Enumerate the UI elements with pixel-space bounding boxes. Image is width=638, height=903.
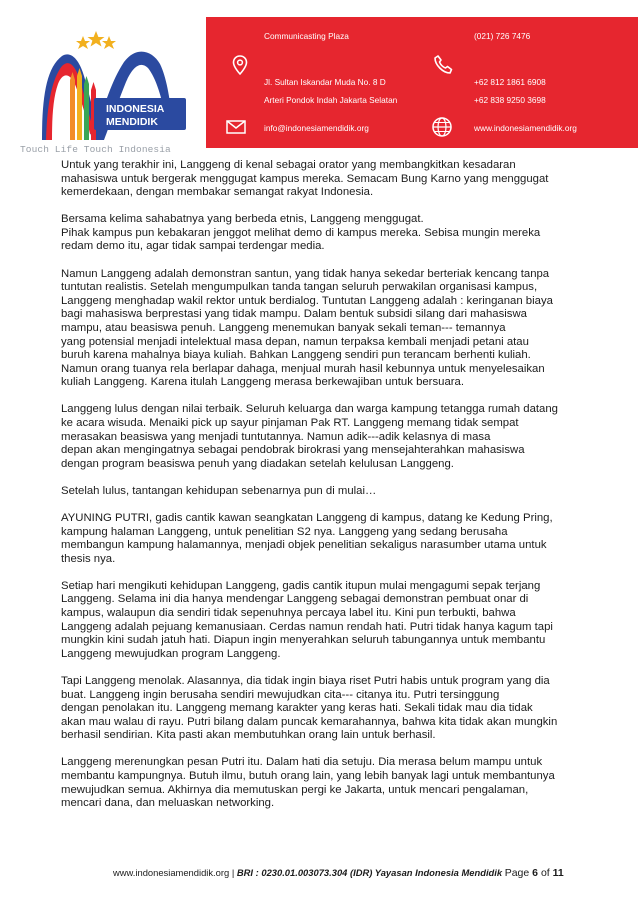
location-pin-icon [228, 53, 252, 77]
footer-bank-account: BRI : 0230.01.003073.304 (IDR) Yayasan Indonesia Mendidik [236, 867, 503, 878]
address-line-2: Jl. Sultan Iskandar Muda No. 8 D [264, 77, 386, 87]
paragraph: Bersama kelima sahabatnya yang berbeda etnis, Langgeng menggugat. Pihak kampus pun kebakaran jenggot melihat demo di kampus mereka. Sebisa mungin mereka redam demo itu, agar tidak sampai terdengar media. [61, 213, 541, 253]
tagline: Touch Life Touch Indonesia [20, 144, 171, 155]
page-of: of [540, 867, 550, 879]
website-link[interactable]: www.indonesiamendidik.org [474, 123, 577, 133]
logo-text-indonesia: INDONESIA [106, 103, 165, 115]
address-line-1: Communicasting Plaza [264, 31, 349, 41]
footer-separator: | [229, 867, 237, 878]
paragraph: Setelah lulus, tantangan kehidupan sebenarnya pun di mulai… [61, 484, 377, 497]
phone-number-2: +62 812 1861 6908 [474, 77, 546, 87]
phone-icon [431, 53, 455, 77]
logo-text-mendidik: MENDIDIK [106, 116, 158, 128]
paragraph: Namun Langgeng adalah demonstran santun, yang tidak hanya sekedar berteriak kencang tanpa tuntutan realistis. Setelah mengumpulkan tanda tangan seluruh perwakilan organisasi kampus, Langgeng menghadap wakil rektor untuk berdialog. Tuntutan Langgeng adalah : keringanan biaya bagi mahasiswa berprestasi yang tidak mampu. Dalam bentuk subsidi silang dari mahasiswa mampu, atau beasiswa penuh. Langgeng menemukan banyak sekali teman--- temannya yang potensial menjadi intelektual masa depan, namun terpaksa kembali menjadi petani atau buruh karena mahalnya biaya kuliah. Bahkan Langgeng sendiri pun terancam berhenti kuliah. Namun orang tuanya rela berlapar dahaga, menjual murah hasil kebunnya untuk menyelesaikan kuliah Langgeng. Karena itulah Langgeng merasa berkewajiban untuk bersuara. [61, 267, 553, 389]
document-body [61, 159, 583, 824]
indonesia-mendidik-logo [20, 28, 200, 150]
contact-header-bar [206, 17, 638, 148]
page-current: 6 [532, 867, 539, 879]
paragraph: Langgeng lulus dengan nilai terbaik. Seluruh keluarga dan warga kampung tetangga rumah datang ke acara wisuda. Menaiki pick up sayur pinjaman Pak RT. Langgeng memang tidak sempat merasakan beasiswa yang menjadi tuntutannya. Namun adik---adik kelasnya di masa depan akan mengingatnya sebagai pendobrak birokrasi yang mensejahterahkan mahasiswa dengan program beasiswa penuh yang diadakan setelah kelulusan Langgeng. [61, 403, 558, 470]
star-icon [88, 31, 105, 47]
email-address[interactable]: info@indonesiamendidik.org [264, 123, 369, 133]
page-word: Page [504, 867, 530, 879]
paragraph: Tapi Langgeng menolak. Alasannya, dia tidak ingin biaya riset Putri habis untuk program yang dia buat. Langgeng ingin berusaha sendiri mewujudkan cita--- citanya itu. Putri tersinggung dengan penolakan itu. Langgeng memang karakter yang keras hati. Sekali tidak mau dia tidak akan mau walau di rayu. Putri bilang dalam puncak kemarahannya, bahwa kita tidak akan mungkin berhasil sendirian. Kita pasti akan membutuhkan orang lain untuk berhasil. [61, 674, 558, 742]
phone-number-3: +62 838 9250 3698 [474, 95, 546, 105]
paragraph: Langgeng merenungkan pesan Putri itu. Dalam hati dia setuju. Dia merasa belum mampu untuk membantu kampungnya. Butuh ilmu, butuh orang lain, yang lebih banyak lagi untuk membantunya mewujudkan semua. Akhirnya dia memutuskan pergi ke Jakarta, untuk mencari pengalaman, mencari dana, dan meluaskan networking. [61, 756, 555, 810]
paragraph: AYUNING PUTRI, gadis cantik kawan seangkatan Langgeng di kampus, datang ke Kedung Pring, kampung halaman Langgeng, untuk penelitian S2 nya. Langgeng yang sedang berusaha membangun kampung halamannya, menjadi objek penelitian sekaligus narasumber utama untuk thesis nya. [61, 511, 553, 565]
globe-icon [430, 115, 454, 139]
page-number [505, 867, 564, 879]
mail-icon [224, 115, 248, 139]
paragraph: Setiap hari mengikuti kehidupan Langgeng, gadis cantik itupun mulai mengagumi sepak terjang Langgeng. Selama ini dia hanya mendengar Langgeng sebagai demonstran pembuat onar di kampus, walaupun dia sendiri tidak sepenuhnya percaya label itu. Kini pun terbukti, bahwa Langgeng adalah pejuang kemanusiaan. Cerdas namun rendah hati. Putri tidak hanya kagum tapi mungkin kini sudah jatuh hati. Diapun ingin menyerahkan seluruh tabungannya untuk membantu Langgeng mewujudkan program Langgeng. [61, 579, 553, 660]
footer-website[interactable]: www.indonesiamendidik.org [113, 867, 230, 878]
paragraph: Untuk yang terakhir ini, Langgeng di kenal sebagai orator yang membangkitkan kesadaran mahasiswa untuk bergerak menggugat kampus mereka. Semacam Bung Karno yang menggugat kemerdekaan, dengan membakar semangat rakyat Indonesia. [61, 159, 549, 199]
page-total: 11 [552, 867, 564, 879]
star-icon [102, 36, 116, 49]
star-icon [76, 36, 90, 49]
phone-number-1: (021) 726 7476 [474, 31, 531, 41]
address-line-3: Arteri Pondok Indah Jakarta Selatan [264, 95, 398, 105]
page-footer [113, 867, 564, 879]
